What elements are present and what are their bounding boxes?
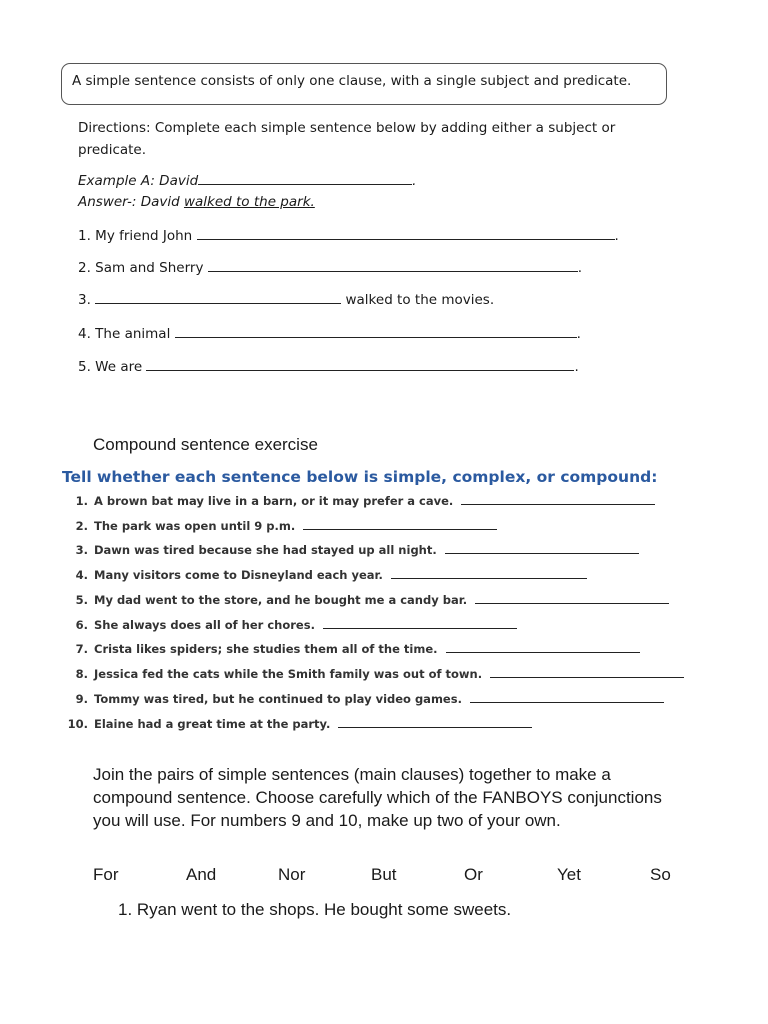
conjunction-or: Or — [464, 865, 483, 884]
example-line: Example A: David . — [78, 173, 417, 189]
simple-item-5-end: . — [574, 359, 579, 375]
classify-item-2 — [66, 519, 497, 533]
directions — [78, 117, 615, 161]
simple-item-2 — [78, 260, 582, 276]
answer-underlined: walked to the park. — [183, 194, 315, 210]
conjunction-nor: Nor — [278, 865, 306, 884]
classify-item-8 — [66, 667, 684, 681]
answer-prefix: Answer-: David — [78, 194, 180, 210]
classify-item-7-blank[interactable] — [446, 644, 640, 653]
simple-item-4 — [78, 326, 581, 342]
classify-item-3 — [66, 543, 639, 557]
simple-item-3 — [78, 292, 494, 308]
simple-item-1-blank[interactable] — [197, 228, 615, 240]
classify-item-1-num: 1. — [75, 494, 88, 508]
classify-item-7-text: Crista likes spiders; she studies them all of the time. — [94, 642, 438, 656]
classify-heading: Tell whether each sentence below is simple, complex, or compound: — [62, 468, 658, 486]
example-answer — [78, 194, 315, 210]
definition-box — [61, 63, 667, 105]
classify-item-8-blank[interactable] — [490, 669, 684, 678]
classify-item-10-num: 10. — [67, 717, 88, 731]
classify-item-7-num: 7. — [75, 642, 88, 656]
simple-item-5 — [78, 359, 579, 375]
simple-item-1-text: 1. My friend John — [78, 228, 193, 244]
example-blank[interactable] — [198, 173, 412, 185]
simple-item-5-text: 5. We are — [78, 359, 143, 375]
simple-item-4-blank[interactable] — [175, 326, 577, 338]
simple-item-3-text: 3. — [78, 292, 91, 308]
simple-item-2-text: 2. Sam and Sherry — [78, 260, 204, 276]
classify-item-5-text: My dad went to the store, and he bought me a candy bar. — [94, 593, 468, 607]
classify-item-9 — [66, 692, 664, 706]
classify-item-10-text: Elaine had a great time at the party. — [94, 717, 331, 731]
classify-item-4-num: 4. — [75, 568, 88, 582]
join-item-1: 1. Ryan went to the shops. He bought some sweets. — [118, 900, 512, 919]
classify-item-2-text: The park was open until 9 p.m. — [94, 519, 296, 533]
classify-item-8-text: Jessica fed the cats while the Smith family was out of town. — [94, 667, 483, 681]
classify-item-3-num: 3. — [75, 543, 88, 557]
classify-item-8-num: 8. — [75, 667, 88, 681]
simple-item-2-end: . — [577, 260, 583, 276]
classify-item-4-text: Many visitors come to Disneyland each year. — [94, 568, 383, 582]
conjunction-but: But — [371, 865, 397, 884]
classify-item-6-blank[interactable] — [323, 620, 517, 629]
classify-item-1-text: A brown bat may live in a barn, or it may prefer a cave. — [94, 494, 454, 508]
classify-item-2-blank[interactable] — [303, 521, 497, 530]
simple-item-1-end: . — [614, 228, 619, 244]
directions-line-2: predicate. — [78, 142, 147, 158]
classify-item-4 — [66, 568, 587, 582]
classify-item-9-blank[interactable] — [470, 694, 664, 703]
directions-line-1: Directions: Complete each simple sentence below by adding either a subject or — [78, 120, 616, 136]
conjunction-yet: Yet — [557, 865, 581, 884]
classify-item-6-text: She always does all of her chores. — [94, 618, 315, 632]
conjunction-and: And — [186, 865, 217, 884]
example-label: Example A: David — [78, 173, 199, 189]
classify-item-2-num: 2. — [75, 519, 88, 533]
classify-item-4-blank[interactable] — [391, 570, 587, 579]
classify-item-5 — [66, 593, 669, 607]
simple-item-4-text: 4. The animal — [78, 326, 171, 342]
classify-item-10 — [66, 717, 532, 731]
classify-item-1-blank[interactable] — [461, 496, 655, 505]
join-instructions: Join the pairs of simple sentences (main clauses) together to make a compound sentence. Choose carefully which of the FANBOYS conjunctions you will use. For numbers 9 and 10, make up two of your own. — [93, 765, 662, 830]
conjunction-so: So — [650, 865, 671, 884]
classify-item-6-num: 6. — [75, 618, 88, 632]
classify-item-5-num: 5. — [75, 593, 88, 607]
simple-item-3-blank[interactable] — [95, 292, 341, 304]
classify-item-9-num: 9. — [75, 692, 88, 706]
simple-item-3-end: walked to the movies. — [345, 292, 495, 308]
classify-item-3-blank[interactable] — [445, 545, 639, 554]
simple-item-2-blank[interactable] — [208, 260, 578, 272]
classify-item-10-blank[interactable] — [338, 719, 532, 728]
classify-item-1 — [66, 494, 655, 508]
classify-item-7 — [66, 642, 640, 656]
conjunction-for: For — [93, 865, 119, 884]
simple-item-4-end: . — [576, 326, 581, 342]
classify-item-5-blank[interactable] — [475, 595, 669, 604]
classify-item-3-text: Dawn was tired because she had stayed up all night. — [94, 543, 437, 557]
classify-item-9-text: Tommy was tired, but he continued to play video games. — [94, 692, 462, 706]
simple-item-1 — [78, 228, 619, 244]
simple-item-5-blank[interactable] — [146, 359, 574, 371]
classify-item-6 — [66, 618, 517, 632]
compound-heading: Compound sentence exercise — [93, 435, 318, 454]
definition-text: A simple sentence consists of only one clause, with a single subject and predicate. — [72, 73, 632, 89]
